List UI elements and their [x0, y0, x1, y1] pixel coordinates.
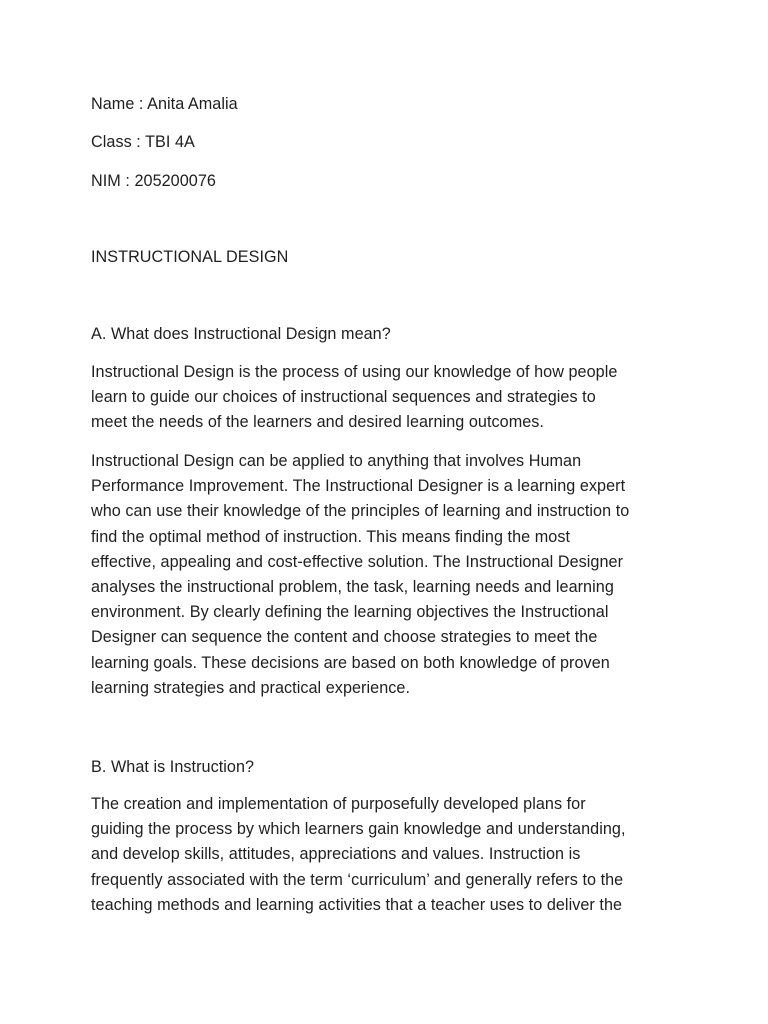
paragraph-line: learning goals. These decisions are based on both knowledge of proven	[91, 653, 610, 672]
paragraph-line: effective, appealing and cost-effective solution. The Instructional Designer	[91, 552, 624, 571]
paragraph-line: The creation and implementation of purposefully developed plans for	[91, 795, 586, 813]
section-a-heading: A. What does Instructional Design mean?	[91, 325, 391, 343]
paragraph-line: environment. By clearly defining the learning objectives the Instructional	[91, 603, 609, 622]
paragraph-line: frequently associated with the term ‘curriculum’ and generally refers to the	[91, 870, 624, 889]
paragraph-line: teaching methods and learning activities that a teacher uses to deliver the	[91, 895, 623, 914]
paragraph-line: analyses the instructional problem, the task, learning needs and learning	[91, 578, 614, 597]
paragraph-line: learning strategies and practical experience.	[91, 678, 410, 697]
paragraph-line: and develop skills, attitudes, appreciations and values. Instruction is	[91, 845, 581, 864]
paragraph-line: guiding the process by which learners gain knowledge and understanding,	[91, 820, 626, 839]
paragraph-line: meet the needs of the learners and desired learning outcomes.	[91, 413, 544, 432]
student-nim: NIM : 205200076	[91, 172, 216, 190]
paragraph-line: learn to guide our choices of instructional sequences and strategies to	[91, 388, 596, 407]
paragraph-line: Instructional Design is the process of using our knowledge of how people	[91, 363, 618, 381]
document-title: INSTRUCTIONAL DESIGN	[91, 248, 289, 266]
student-class: Class : TBI 4A	[91, 133, 195, 151]
paragraph-line: Instructional Design can be applied to anything that involves Human	[91, 452, 582, 470]
section-a-paragraph-2	[91, 449, 691, 701]
paragraph-line: Performance Improvement. The Instructional Designer is a learning expert	[91, 477, 626, 496]
paragraph-line: Designer can sequence the content and choose strategies to meet the	[91, 628, 598, 647]
section-b-paragraph-1	[91, 792, 691, 918]
section-b-heading: B. What is Instruction?	[91, 758, 255, 776]
paragraph-line: find the optimal method of instruction. This means finding the most	[91, 527, 571, 546]
section-a-paragraph-1	[91, 360, 691, 436]
paragraph-line: who can use their knowledge of the principles of learning and instruction to	[91, 502, 630, 521]
student-name: Name : Anita Amalia	[91, 95, 238, 113]
